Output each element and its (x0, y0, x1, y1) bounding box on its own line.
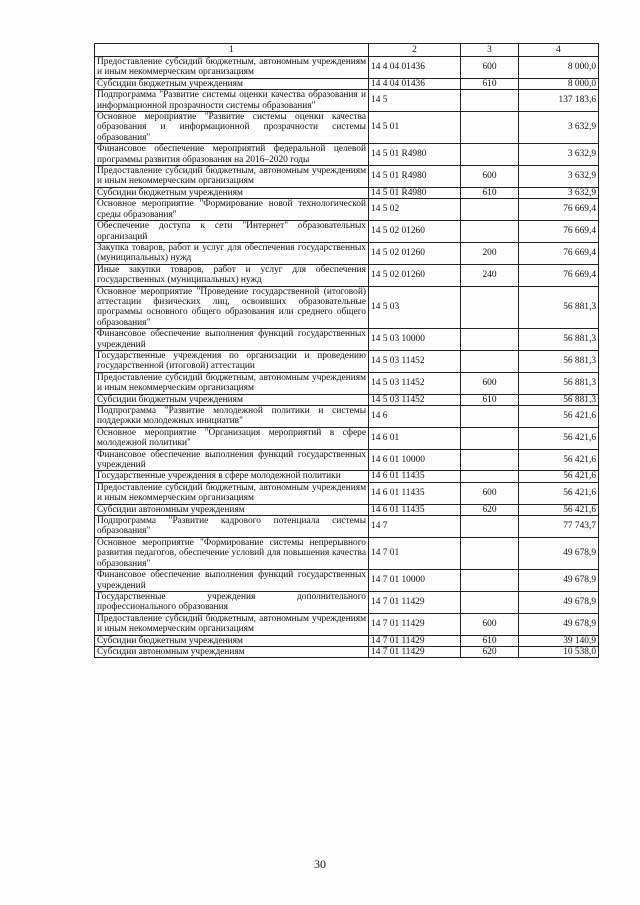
table-row (95, 449, 599, 471)
table-row (95, 221, 599, 243)
row-type-cell (461, 516, 519, 538)
row-name-cell: Субсидии автономным учреждениям (95, 646, 369, 657)
row-code-cell: 14 5 (369, 90, 461, 112)
row-name-cell: Финансовое обеспечение выполнения функций государственных учреждений (95, 570, 369, 592)
table-row (95, 516, 599, 538)
row-type-cell (461, 221, 519, 243)
row-amount-cell: 76 669,4 (519, 242, 599, 264)
row-type-cell (461, 112, 519, 144)
row-amount-cell: 56 421,6 (519, 449, 599, 471)
table-row (95, 537, 599, 569)
row-name-cell: Субсидии бюджетным учреждениям (95, 78, 369, 89)
row-code-cell: 14 7 01 (369, 537, 461, 569)
row-code-cell: 14 5 03 11452 (369, 350, 461, 372)
page-number: 30 (314, 857, 326, 871)
table-row (95, 394, 599, 405)
row-code-cell: 14 4 04 01436 (369, 57, 461, 79)
table-row (95, 90, 599, 112)
row-name-cell: Основное мероприятие "Проведение государственной (итоговой) аттестации физических лиц, освоивших образовательные программы основного общего образования или среднего общего образования" (95, 286, 369, 329)
table-row (95, 635, 599, 646)
row-type-cell (461, 199, 519, 221)
table-row (95, 427, 599, 449)
row-type-cell: 610 (461, 187, 519, 198)
row-code-cell: 14 6 01 (369, 427, 461, 449)
row-name-cell: Предоставление субсидий бюджетным, автономным учреждениям и иным некоммерческим организациям (95, 482, 369, 504)
row-type-cell: 600 (461, 57, 519, 79)
row-amount-cell: 3 632,9 (519, 166, 599, 188)
table-row (95, 286, 599, 329)
row-name-cell: Субсидии автономным учреждениям (95, 504, 369, 515)
row-amount-cell: 76 669,4 (519, 264, 599, 286)
row-amount-cell: 56 881,3 (519, 329, 599, 351)
row-type-cell (461, 350, 519, 372)
row-code-cell: 14 5 01 R4980 (369, 144, 461, 166)
row-amount-cell: 56 421,6 (519, 482, 599, 504)
row-amount-cell: 49 678,9 (519, 591, 599, 613)
table-row (95, 57, 599, 79)
row-amount-cell: 76 669,4 (519, 221, 599, 243)
row-amount-cell: 56 421,6 (519, 427, 599, 449)
table-row (95, 144, 599, 166)
row-amount-cell: 39 140,9 (519, 635, 599, 646)
row-name-cell: Подпрограмма "Развитие молодежной политики и системы поддержки молодежных инициатив" (95, 406, 369, 428)
row-type-cell: 610 (461, 635, 519, 646)
table-row (95, 166, 599, 188)
table-row (95, 471, 599, 482)
row-amount-cell: 77 743,7 (519, 516, 599, 538)
row-name-cell: Обеспечение доступа к сети "Интернет" образовательных организаций (95, 221, 369, 243)
row-name-cell: Финансовое обеспечение выполнения функций государственных учреждений (95, 449, 369, 471)
row-name-cell: Субсидии бюджетным учреждениям (95, 394, 369, 405)
table-row (95, 482, 599, 504)
column-header-4: 4 (519, 44, 599, 57)
row-type-cell: 610 (461, 78, 519, 89)
row-code-cell: 14 5 03 11452 (369, 372, 461, 394)
row-amount-cell: 3 632,9 (519, 187, 599, 198)
row-type-cell (461, 329, 519, 351)
row-name-cell: Предоставление субсидий бюджетным, автономным учреждениям и иным некоммерческим организациям (95, 57, 369, 79)
row-type-cell (461, 471, 519, 482)
row-code-cell: 14 6 01 11435 (369, 504, 461, 515)
table-row (95, 78, 599, 89)
row-type-cell (461, 591, 519, 613)
row-amount-cell: 49 678,9 (519, 570, 599, 592)
row-amount-cell: 56 881,3 (519, 350, 599, 372)
row-name-cell: Предоставление субсидий бюджетным, автономным учреждениям и иным некоммерческим организациям (95, 372, 369, 394)
table-row (95, 329, 599, 351)
row-name-cell: Государственные учреждения по организации и проведению государственной (итоговой) аттестации (95, 350, 369, 372)
column-header-1: 1 (95, 44, 369, 57)
table-row (95, 264, 599, 286)
row-amount-cell: 56 881,3 (519, 394, 599, 405)
row-name-cell: Государственные учреждения в сфере молодежной политики (95, 471, 369, 482)
row-amount-cell: 8 000,0 (519, 78, 599, 89)
row-type-cell (461, 449, 519, 471)
table-row (95, 372, 599, 394)
table-body (95, 57, 599, 658)
row-code-cell: 14 5 02 (369, 199, 461, 221)
row-name-cell: Закупка товаров, работ и услуг для обеспечения государственных (муниципальных) нужд (95, 242, 369, 264)
row-code-cell: 14 6 01 10000 (369, 449, 461, 471)
row-name-cell: Субсидии бюджетным учреждениям (95, 635, 369, 646)
row-type-cell (461, 406, 519, 428)
row-type-cell (461, 537, 519, 569)
table-row (95, 350, 599, 372)
table-row (95, 187, 599, 198)
row-amount-cell: 56 421,6 (519, 504, 599, 515)
row-amount-cell: 137 183,6 (519, 90, 599, 112)
row-type-cell (461, 427, 519, 449)
row-code-cell: 14 5 03 10000 (369, 329, 461, 351)
row-type-cell: 600 (461, 613, 519, 635)
row-amount-cell: 76 669,4 (519, 199, 599, 221)
row-name-cell: Подпрограмма "Развитие кадрового потенциала системы образования" (95, 516, 369, 538)
row-amount-cell: 8 000,0 (519, 57, 599, 79)
row-name-cell: Государственные учреждения дополнительного профессионального образования (95, 591, 369, 613)
row-code-cell: 14 5 02 01260 (369, 264, 461, 286)
table-row (95, 406, 599, 428)
row-code-cell: 14 6 01 11435 (369, 482, 461, 504)
row-code-cell: 14 5 01 (369, 112, 461, 144)
table-row (95, 504, 599, 515)
row-name-cell: Основное мероприятие "Организация мероприятий в сфере молодежной политики" (95, 427, 369, 449)
row-type-cell: 600 (461, 166, 519, 188)
table-row (95, 591, 599, 613)
row-type-cell: 600 (461, 482, 519, 504)
row-code-cell: 14 7 01 11429 (369, 613, 461, 635)
row-code-cell: 14 5 02 01260 (369, 242, 461, 264)
row-amount-cell: 3 632,9 (519, 144, 599, 166)
row-amount-cell: 56 881,3 (519, 286, 599, 329)
row-name-cell: Иные закупки товаров, работ и услуг для обеспечения государственных (муниципальных) нужд (95, 264, 369, 286)
row-name-cell: Субсидии бюджетным учреждениям (95, 187, 369, 198)
row-type-cell: 620 (461, 504, 519, 515)
row-code-cell: 14 6 01 11435 (369, 471, 461, 482)
row-code-cell: 14 7 01 11429 (369, 591, 461, 613)
table-row (95, 570, 599, 592)
row-type-cell (461, 570, 519, 592)
table-row (95, 199, 599, 221)
row-type-cell: 200 (461, 242, 519, 264)
row-type-cell: 620 (461, 646, 519, 657)
table-row (95, 646, 599, 657)
budget-table (94, 43, 599, 658)
row-amount-cell: 49 678,9 (519, 613, 599, 635)
row-code-cell: 14 5 03 (369, 286, 461, 329)
row-name-cell: Основное мероприятие "Формирование новой технологической среды образования" (95, 199, 369, 221)
row-code-cell: 14 7 01 10000 (369, 570, 461, 592)
table-row (95, 242, 599, 264)
row-amount-cell: 49 678,9 (519, 537, 599, 569)
row-type-cell (461, 286, 519, 329)
row-amount-cell: 56 881,3 (519, 372, 599, 394)
row-type-cell: 600 (461, 372, 519, 394)
row-amount-cell: 56 421,6 (519, 406, 599, 428)
row-code-cell: 14 5 01 R4980 (369, 187, 461, 198)
row-amount-cell: 3 632,9 (519, 112, 599, 144)
row-amount-cell: 56 421,6 (519, 471, 599, 482)
table-row (95, 112, 599, 144)
row-name-cell: Финансовое обеспечение мероприятий федеральной целевой программы развития образования на 2016–2020 годы (95, 144, 369, 166)
row-code-cell: 14 4 04 01436 (369, 78, 461, 89)
row-name-cell: Подпрограмма "Развитие системы оценки качества образования и информационной прозрачности системы образования" (95, 90, 369, 112)
row-name-cell: Предоставление субсидий бюджетным, автономным учреждениям и иным некоммерческим организациям (95, 166, 369, 188)
row-name-cell: Основное мероприятие "Развитие системы оценки качества образования и информационной прозрачности системы образования" (95, 112, 369, 144)
row-type-cell: 610 (461, 394, 519, 405)
row-amount-cell: 10 538,0 (519, 646, 599, 657)
row-code-cell: 14 5 03 11452 (369, 394, 461, 405)
row-type-cell (461, 90, 519, 112)
table-header-row (95, 44, 599, 57)
row-code-cell: 14 6 (369, 406, 461, 428)
column-header-2: 2 (369, 44, 461, 57)
column-header-3: 3 (461, 44, 519, 57)
row-code-cell: 14 5 02 01260 (369, 221, 461, 243)
row-name-cell: Предоставление субсидий бюджетным, автономным учреждениям и иным некоммерческим организациям (95, 613, 369, 635)
row-name-cell: Основное мероприятие "Формирование системы непрерывного развития педагогов, обеспечение условий для повышения качества образования" (95, 537, 369, 569)
row-name-cell: Финансовое обеспечение выполнения функций государственных учреждений (95, 329, 369, 351)
table-row (95, 613, 599, 635)
row-code-cell: 14 7 (369, 516, 461, 538)
row-type-cell (461, 144, 519, 166)
row-code-cell: 14 5 01 R4980 (369, 166, 461, 188)
row-code-cell: 14 7 01 11429 (369, 635, 461, 646)
row-code-cell: 14 7 01 11429 (369, 646, 461, 657)
row-type-cell: 240 (461, 264, 519, 286)
